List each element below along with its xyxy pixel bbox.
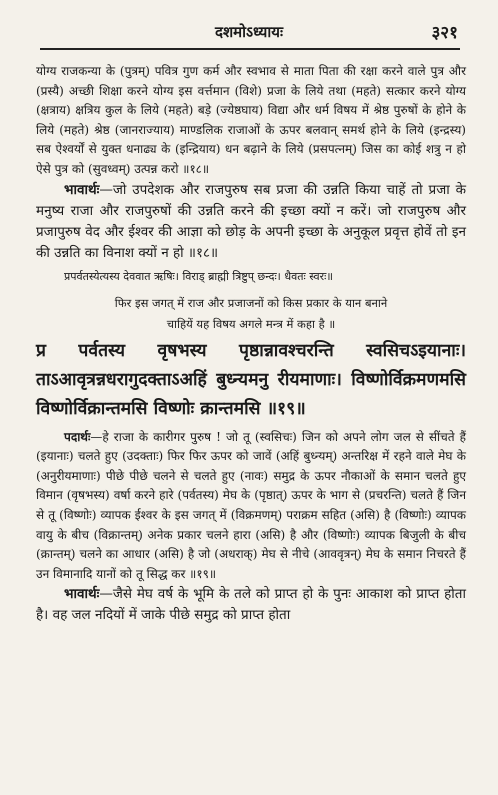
padartha-paragraph (36, 428, 466, 585)
page-content (36, 62, 466, 626)
intro-line-1: फिर इस जगत् में राज और प्रजाजनों को किस प्रकार के यान बनाने (114, 295, 388, 310)
header-rule (40, 48, 460, 50)
bhavartha-label-2: भावार्थः (64, 586, 100, 603)
commentary-paragraph: योग्य राजकन्या के (पुत्रम्) पवित्र गुण कर्म और स्वभाव से माता पिता की रक्षा करने वाले पुत्र और (प्रस्यै) अच्छी शिक्षा करने योग्य इस वर्त्तमान (विशे) प्रजा के लिये तथा (महते) सत्कार करने योग्य (क्षत्राय) क्षत्रिय कुल के लिये (महते) बड़े (ज्येष्ठघाय) विद्या और धर्म विषय में श्रेष्ठ पुरुषों के होने के लिये (महते) श्रेष्ठ (जानराज्याय) माण्डलिक राजाओं के ऊपर बलवान् समर्थ होने के लिये (इन्द्रस्य) सब ऐश्वर्यों से युक्त धनाढ्य के (इन्द्रियाय) धन बढ़ाने के लिये (प्रसपत्नम्) जिस का कोई शत्रु न हो ऐसे पुत्र को (सुवध्वम्) उत्पन्न करो ॥१८॥ (36, 64, 466, 176)
bhavartha-text-2: —जैसे मेघ वर्ष के भूमि के तले को प्राप्त हो के पुनः आकाश को प्राप्त होता है। वह जल नदियों में जाके पीछे समुद्र को प्राप्त होता (36, 586, 466, 624)
page-number: ३२१ (431, 23, 458, 43)
padartha-text: —हे राजा के कारीगर पुरुष ! जो तू (स्वसिचः) जिन को अपने लोग जल से सींचते हैं (इयानाः) चलते हुए (उदक्ताः) फिर फिर ऊपर को जावें (अहिं बुध्न्यम्) अन्तरिक्ष में रहने वाले मेघ के (अनुरीयमाणाः) पीछे पीछे चलने से चलते हुए (नावः) समुद्र के ऊपर नौकाओं के समान चलते हुए विमान (वृषभस्य) वर्षा करने हारे (पर्वतस्य) मेघ के (पृष्ठात्) ऊपर के भाग से (प्रचरन्ति) चलते हैं जिन से तू (विष्णोः) व्यापक ईश्वर के इस जगत् में (विक्रमणम्) पराक्रम सहित (असि) है (विष्णोः) व्यापक वायु के बीच (विक्रान्तम्) अनेक प्रकार चलने हारा (असि) है और (विष्णोः) व्यापक बिजुली के बीच (क्रान्तम्) चलने का आधार (असि) है जो (अधराक्) मेघ से नीचे (आववृत्रन्) मेघ के समान निचरते हैं उन विमानादि यानों को तू सिद्ध कर ॥१९॥ (36, 429, 466, 581)
page-header (0, 22, 498, 50)
bhavartha-label: भावार्थः (64, 181, 100, 198)
bhavartha-text: —जो उपदेशक और राजपुरुष सब प्रजा की उन्नति किया चाहें तो प्रजा के मनुष्य राजा और राजपुरुषों की उन्नति करने की इच्छा क्यों न करें। जो राजपुरुष और प्रजापुरुष वेद और ईश्वर की आज्ञा को छोड़ के अपनी इच्छा के अनुकूल प्रवृत्त होवें तो इन की उन्नति का विनाश क्यों न हो ॥१८॥ (36, 181, 466, 261)
bhavartha-paragraph-2 (36, 584, 466, 626)
mantra-verse: प्र पर्वतस्य वृषभस्य पृष्ठान्नावश्चरन्ति स्वसिचऽइयानाः। ताऽआवृत्रन्नधरागुदक्ताऽअहिं बुध्न्यमनु रीयमाणाः। विष्णोर्विक्रमणमसि विष्णोर्विक्रान्तमसि विष्णोः क्रान्तमसि ॥१९॥ (36, 340, 466, 419)
chapter-title: दशमोऽध्यायः (215, 23, 283, 41)
rishi-chhanda-line: प्रपर्वतस्येत्यस्य देववात ऋषिः। विराड् ब्राह्मी त्रिष्टुप् छन्दः। धैवतः स्वरः॥ (64, 269, 333, 283)
intro-line-2: चाहियें यह विषय अगले मन्त्र में कहा है ॥ (166, 316, 336, 331)
padartha-label: पदार्थः (64, 429, 91, 444)
bhavartha-paragraph (36, 180, 466, 264)
